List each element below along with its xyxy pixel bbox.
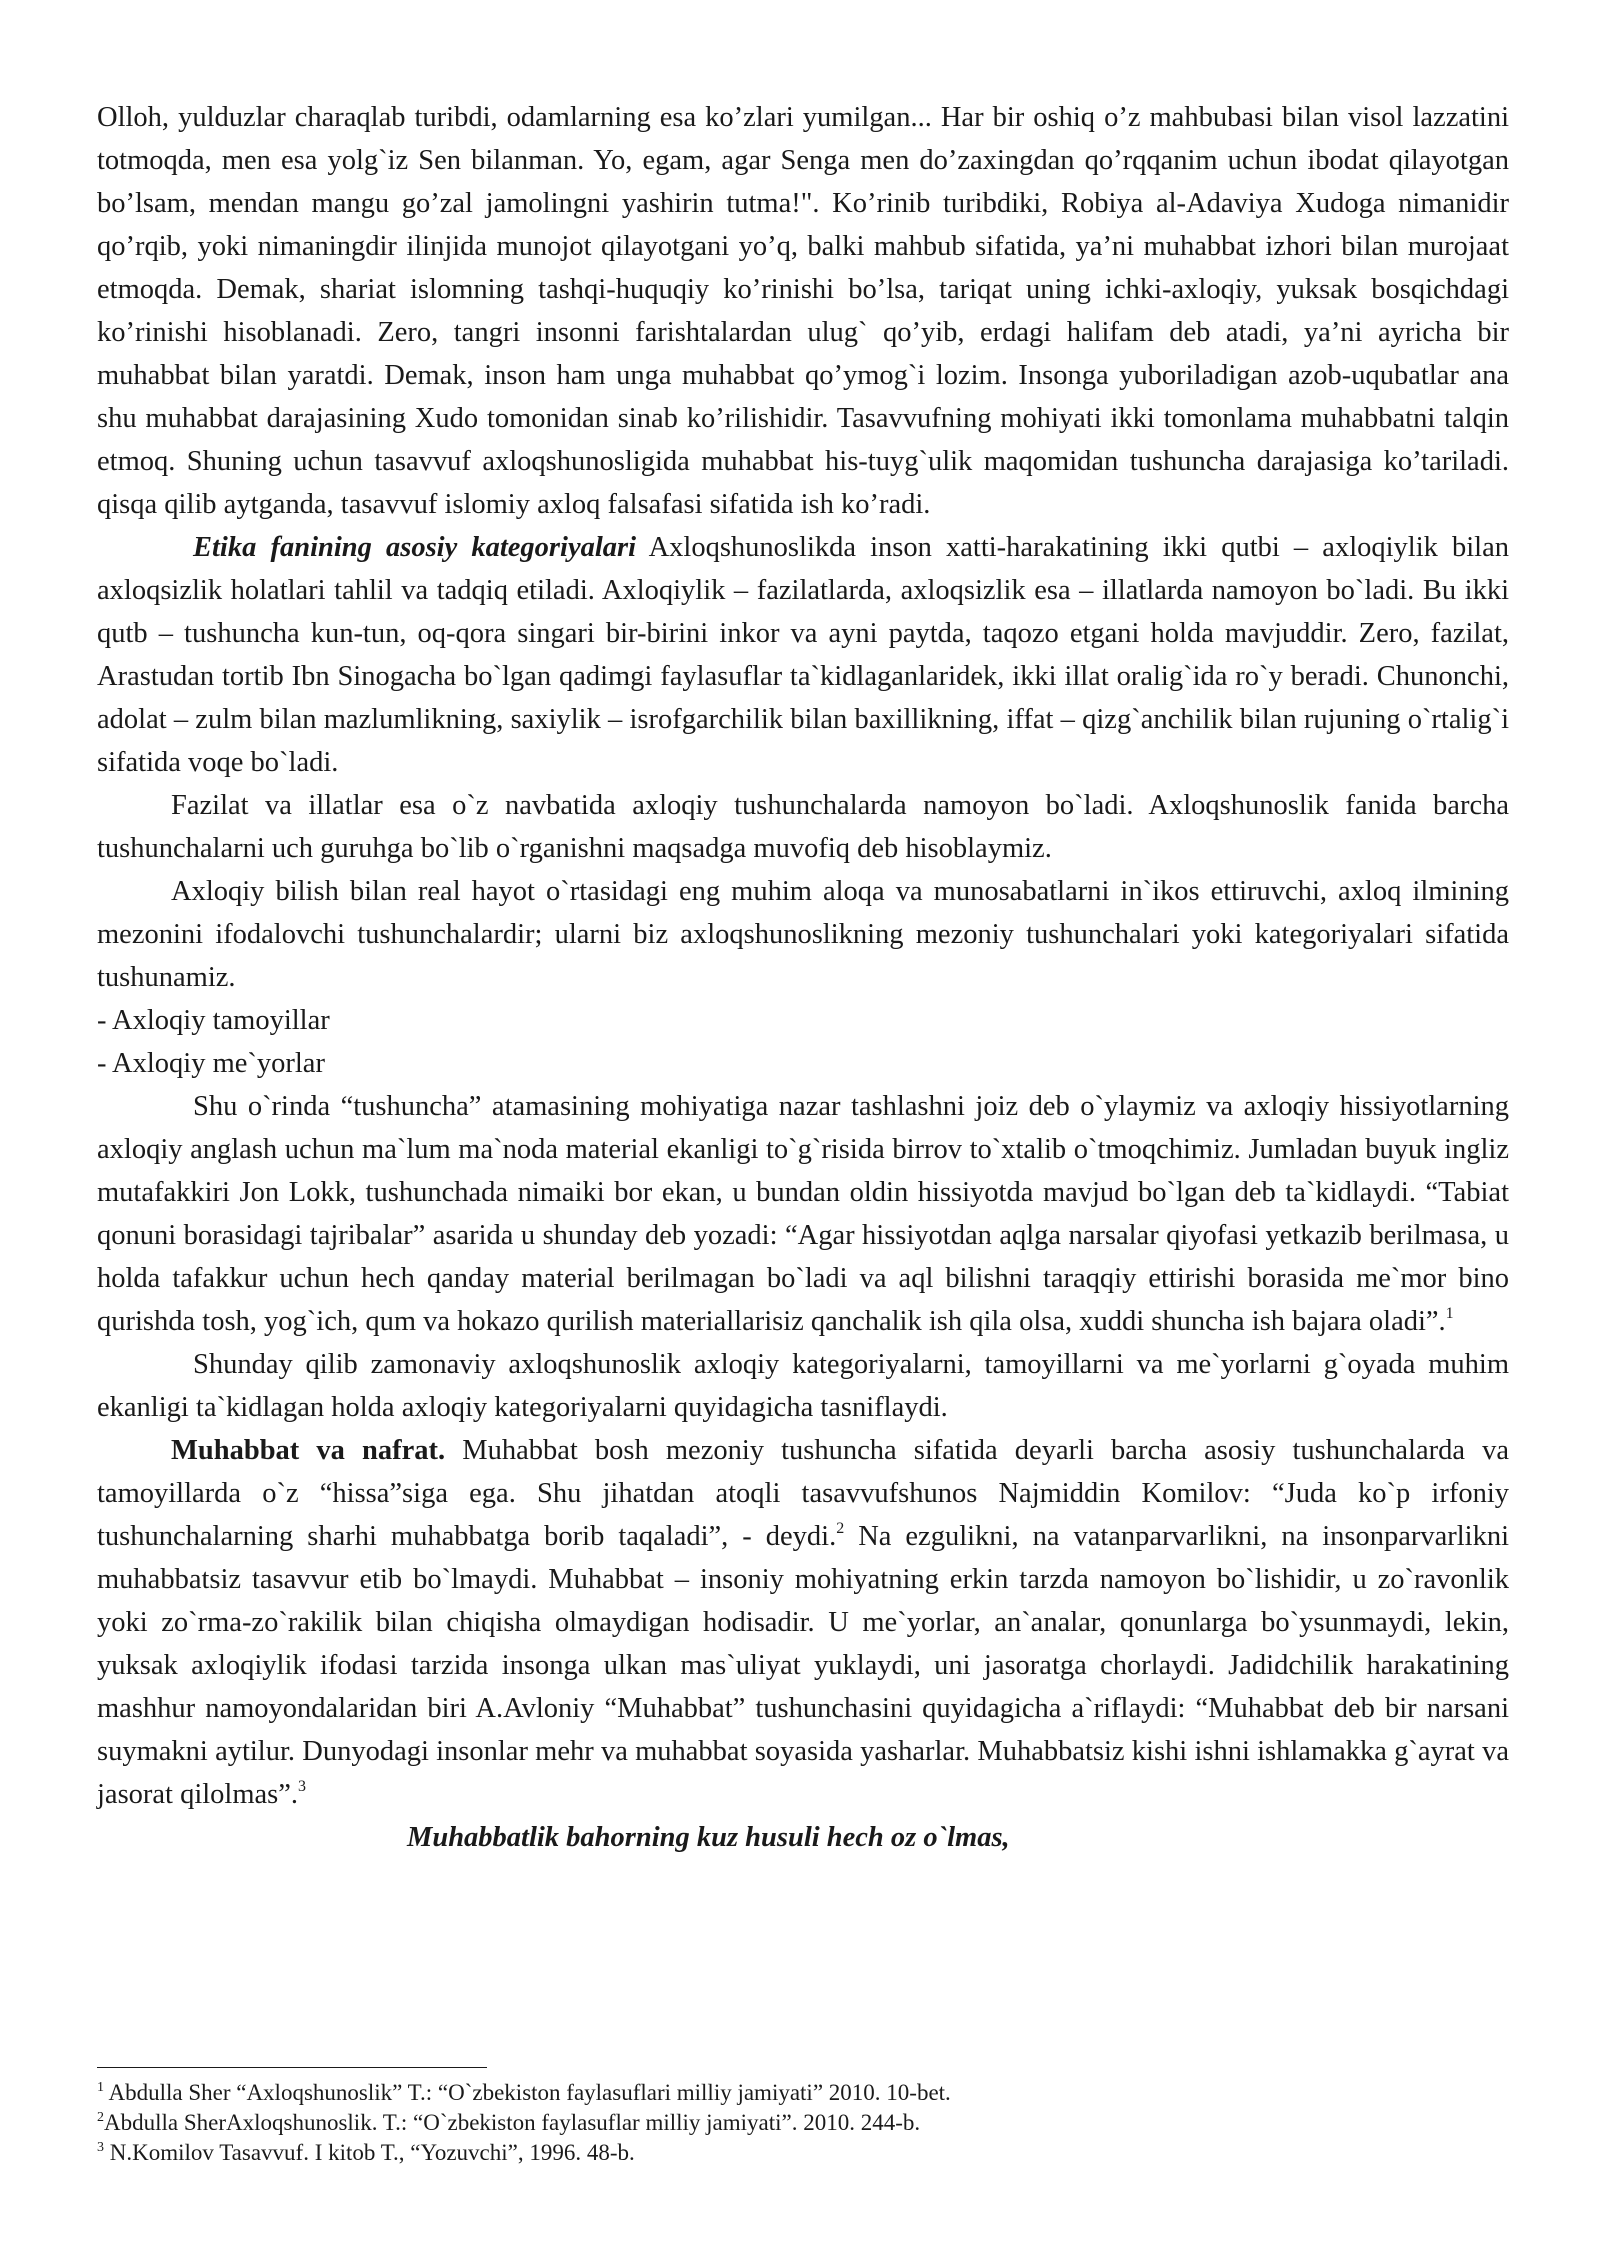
- footnote-3: [97, 2138, 1509, 2168]
- paragraph-ethics-categories-text: Axloqshunoslikda inson xatti-harakatining ikki qutbi – axloqiylik bilan axloqsizlik holatlari tahlil va tadqiq etiladi. Axloqiylik – fazilatlarda, axloqsizlik esa – illatlarda namoyon bo`ladi. Bu ikki qutb – tushuncha kun-tun, oq-qora singari bir-birini inkor va ayni paytda, taqozo etgani holda mavjuddir. Zero, fazilat, Arastudan tortib Ibn Sinogacha bo`lgan qadimgi faylasuflar ta`kidlaganlaridek, ikki illat oralig`ida ro`y beradi. Chunonchi, adolat – zulm bilan mazlumlikning, saxiylik – isrofgarchilik bilan baxillikning, iffat – qizg`anchilik bilan rujuning o`rtalig`i sifatida voqe bo`ladi.: [97, 532, 1509, 778]
- footnote-ref-3[interactable]: 3: [298, 1778, 307, 1795]
- section-heading-ethics-categories: Etika fanining asosiy kategoriyalari: [193, 532, 637, 563]
- paragraph-classification: Shunday qilib zamonaviy axloqshunoslik axloqiy kategoriyalarni, tamoyillarni va me`yorlarni g`oyada muhim ekanligi ta`kidlagan holda axloqiy kategoriyalarni quyidagicha tasniflaydi.: [97, 1349, 1509, 1423]
- paragraph-love-hate-text-b: Na ezgulikni, na vatanparvarlikni, na insonparvarlikni muhabbatsiz tasavvur etib bo`lmaydi. Muhabbat – insoniy mohiyatning erkin tarzda namoyon bo`lishidir, u zo`ravonlik yoki zo`rma-zo`rakilik bilan chiqisha olmaydigan hodisadir. U me`yorlar, an`analar, qonunlarga bo`ysunmaydi, lekin, yuksak axloqiylik ifodasi tarzida insonga ulkan mas`uliyat yuklaydi, uni jasoratga chorlaydi. Jadidchilik harakatining mashhur namoyondalaridan biri A.Avloniy “Muhabbat” tushunchasini quyidagicha a`riflaydi: “Muhabbat deb bir narsani suymakni aytilur. Dunyodagi insonlar mehr va muhabbat soyasida yasharlar. Muhabbatsiz kishi ishni ishlamakka g`ayrat va jasorat qilolmas”.: [97, 1521, 1509, 1810]
- list-item-norms: - Axloqiy me`yorlar: [97, 1048, 325, 1079]
- footnote-ref-1[interactable]: 1: [1445, 1305, 1454, 1322]
- paragraph-virtues-vices: Fazilat va illatlar esa o`z navbatida axloqiy tushunchalarda namoyon bo`ladi. Axloqshunoslik fanida barcha tushunchalarni uch guruhga bo`lib o`rganishni maqsadga muvofiq deb hisoblaymiz.: [97, 790, 1509, 864]
- paragraph-locke-text: Shu o`rinda “tushuncha” atamasining mohiyatiga nazar tashlashni joiz deb o`ylaymiz va axloqiy hissiyotlarning axloqiy anglash uchun ma`lum ma`noda material ekanligi to`g`risida birrov to`xtalib o`tmoqchimiz. Jumladan buyuk ingliz mutafakkiri Jon Lokk, tushunchada nimaiki bor ekan, u bundan oldin hissiyotda mavjud bo`lgan deb ta`kidlaydi. “Tabiat qonuni borasidagi tajribalar” asarida u shunday deb yozadi: “Agar hissiyotdan aqlga narsalar qiyofasi yetkazib berilmasa, u holda tafakkur uchun hech qanday material berilmagan bo`ladi va aql bilishni taraqqiy ettirishi borasida me`mor bino qurishda tosh, yog`ich, qum va hokazo qurilish materiallarisiz qanchalik ish qila olsa, xuddi shuncha ish bajara oladi”.: [97, 1091, 1509, 1337]
- paragraph-love-hate-text-a: Muhabbat bosh mezoniy tushuncha sifatida deyarli barcha asosiy tushunchalarda va tamoyillarda o`z “hissa”siga ega. Shu jihatdan atoqli tasavvufshunos Najmiddin Komilov: “Juda ko`p irfoniy tushunchalarning sharhi muhabbatga borib taqaladi”, - deydi.: [97, 1435, 1509, 1552]
- footnotes: [97, 2078, 1509, 2168]
- footnote-number: 2: [97, 2110, 104, 2125]
- paragraph-locke: [97, 1085, 1509, 1343]
- footnote-2: [97, 2108, 1509, 2138]
- poem-line: Muhabbatlik bahorning kuz husuli hech oz o`lmas,: [407, 1822, 1010, 1853]
- footnote-number: 3: [97, 2140, 104, 2155]
- footnote-divider: [97, 2067, 487, 2068]
- footnote-1: [97, 2078, 1509, 2108]
- footnote-text: N.Komilov Tasavvuf. I kitob T., “Yozuvchi”, 1996. 48-b.: [104, 2140, 635, 2165]
- page-body: [97, 96, 1509, 1859]
- list-item-principles: - Axloqiy tamoyillar: [97, 1005, 330, 1036]
- footnote-text: Abdulla Sher “Axloqshunoslik” T.: “O`zbekiston faylasuflari milliy jamiyati” 2010. 10-bet.: [104, 2080, 951, 2105]
- footnote-number: 1: [97, 2080, 104, 2095]
- paragraph-ethics-categories: [97, 526, 1509, 784]
- footnote-text: Abdulla SherAxloqshunoslik. T.: “O`zbekiston faylasuflar milliy jamiyati”. 2010. 244-b.: [104, 2110, 921, 2135]
- section-heading-love-hate: Muhabbat va nafrat.: [171, 1435, 446, 1466]
- paragraph-moral-knowledge: Axloqiy bilish bilan real hayot o`rtasidagi eng muhim aloqa va munosabatlarni in`ikos ettiruvchi, axloq ilmining mezonini ifodalovchi tushunchalardir; ularni biz axloqshunoslikning mezoniy tushunchalari yoki kategoriyalari sifatida tushunamiz.: [97, 876, 1509, 993]
- paragraph-robiya: Olloh, yulduzlar charaqlab turibdi, odamlarning esa ko’zlari yumilgan... Har bir oshiq o’z mahbubasi bilan visol lazzatini totmoqda, men esa yolg`iz Sen bilanman. Yo, egam, agar Senga men do’zaxingdan qo’rqqanim uchun ibodat qilayotgan bo’lsam, mendan mangu go’zal jamolingni yashirin tutma!". Ko’rinib turibdiki, Robiya al-Adaviya Xudoga nimanidir qo’rqib, yoki nimaningdir ilinjida munojot qilayotgani yo’q, balki mahbub sifatida, ya’ni muhabbat izhori bilan murojaat etmoqda. Demak, shariat islomning tashqi-huquqiy ko’rinishi bo’lsa, tariqat uning ichki-axloqiy, yuksak bosqichdagi ko’rinishi hisoblanadi. Zero, tangri insonni farishtalardan ulug` qo’yib, erdagi halifam deb atadi, ya’ni ayricha bir muhabbat bilan yaratdi. Demak, inson ham unga muhabbat qo’ymog`i lozim. Insonga yuboriladigan azob-uqubatlar ana shu muhabbat darajasining Xudo tomonidan sinab ko’rilishidir. Tasavvufning mohiyati ikki tomonlama muhabbatni talqin etmoq. Shuning uchun tasavvuf axloqshunosligida muhabbat his-tuyg`ulik maqomidan tushuncha darajasiga ko’tariladi. qisqa qilib aytganda, tasavvuf islomiy axloq falsafasi sifatida ish ko’radi.: [97, 102, 1509, 520]
- paragraph-love-hate: [97, 1429, 1509, 1816]
- footnote-ref-2[interactable]: 2: [836, 1520, 845, 1537]
